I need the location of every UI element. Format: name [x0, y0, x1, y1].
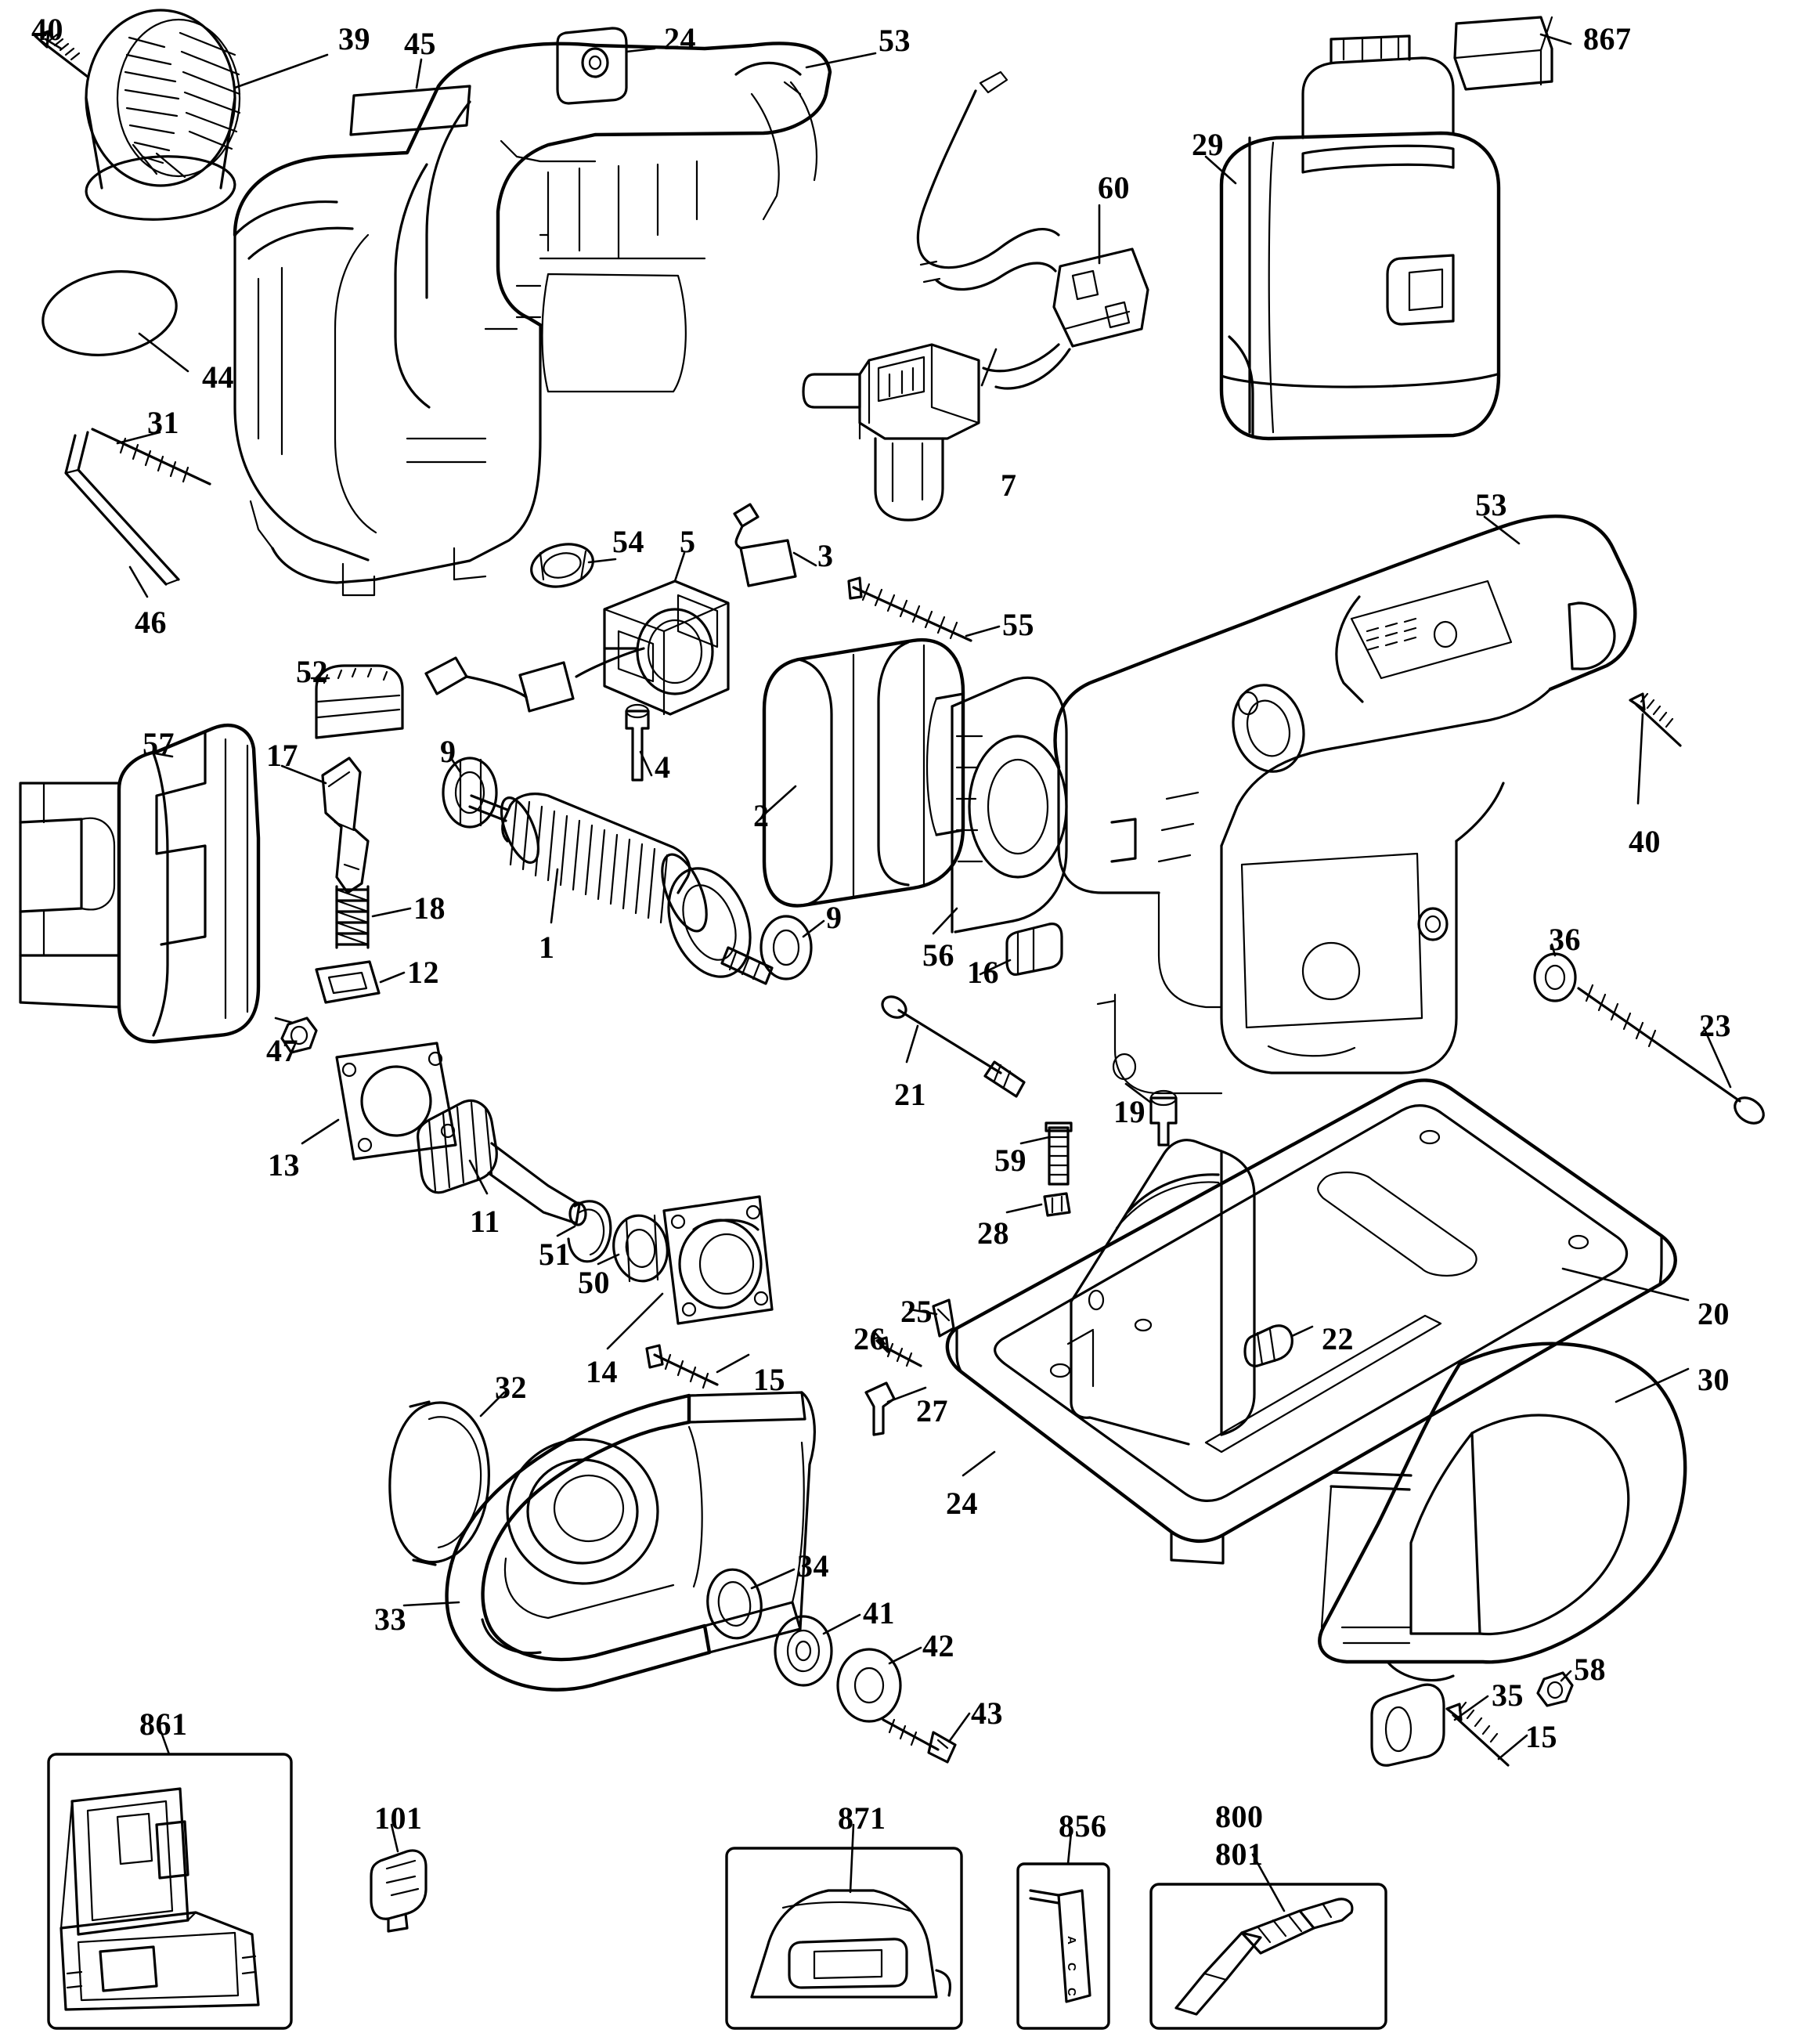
- part-29-battery-pack: [1221, 36, 1499, 439]
- callout-42: 42: [922, 1628, 954, 1663]
- part-1-armature: [470, 793, 772, 988]
- callout-861: 861: [139, 1706, 188, 1742]
- part-867-block: [1455, 17, 1552, 89]
- callout-46: 46: [135, 605, 167, 640]
- callout-58: 58: [1574, 1652, 1606, 1687]
- callout-45: 45: [404, 26, 436, 61]
- callout-27: 27: [916, 1393, 948, 1428]
- callout-53-top: 53: [879, 23, 911, 58]
- callout-9-left: 9: [440, 734, 456, 769]
- callout-23: 23: [1699, 1008, 1731, 1043]
- wiring-harness: [918, 72, 1070, 388]
- part-57-gear-case: [20, 725, 258, 1042]
- part-56-baffle: [952, 677, 1066, 932]
- part-9-bearing-right: [761, 916, 811, 979]
- svg-text:A: A: [1065, 1936, 1078, 1945]
- callout-60: 60: [1098, 170, 1130, 205]
- callout-24-top: 24: [664, 21, 696, 56]
- part-35-spacer: [1372, 1685, 1444, 1765]
- callout-55: 55: [1002, 607, 1034, 642]
- callout-21: 21: [894, 1077, 926, 1112]
- part-15-screw-a: [647, 1345, 717, 1388]
- callout-9-right: 9: [826, 900, 842, 935]
- callout-33: 33: [374, 1602, 406, 1637]
- callout-59: 59: [994, 1143, 1026, 1178]
- part-58-nut: [1538, 1673, 1572, 1706]
- part-27-pin: [866, 1383, 894, 1435]
- callout-44: 44: [202, 359, 234, 395]
- part-60-brush-terminal: [1054, 249, 1148, 346]
- inset-861: [49, 1754, 291, 2028]
- part-25-key: [933, 1300, 954, 1336]
- part-36-washer: [1535, 954, 1575, 1001]
- part-14-bearing-plate: [664, 1197, 772, 1324]
- inset-856: [1018, 1864, 1109, 2028]
- part-17-contact: [323, 758, 368, 893]
- part-33-lower-guard: [447, 1392, 815, 1690]
- callout-57: 57: [143, 726, 175, 761]
- callout-19: 19: [1113, 1094, 1146, 1129]
- callout-41: 41: [863, 1595, 895, 1631]
- callout-7: 7: [1001, 468, 1017, 503]
- callout-2: 2: [753, 798, 770, 833]
- callout-34: 34: [797, 1548, 829, 1584]
- part-53-housing-half: [235, 43, 830, 595]
- callout-29: 29: [1192, 127, 1224, 162]
- part-45-nameplate: [351, 86, 470, 135]
- part-20-base-plate: [947, 1080, 1676, 1563]
- callout-4: 4: [655, 749, 671, 785]
- callout-20: 20: [1698, 1296, 1730, 1331]
- callout-54: 54: [612, 524, 644, 559]
- part-13-gasket: [337, 1043, 456, 1159]
- part-55-long-screw: [849, 578, 971, 641]
- part-23-bolt: [1578, 985, 1768, 1129]
- callout-14: 14: [586, 1354, 618, 1389]
- part-28-clip: [1045, 1194, 1070, 1215]
- part-3-brush: [734, 504, 796, 586]
- callout-39: 39: [338, 21, 370, 56]
- part-22-bolt: [1245, 1326, 1292, 1367]
- part-16-pin: [1007, 924, 1062, 975]
- callout-40-right: 40: [1629, 824, 1661, 859]
- inset-871: [727, 1848, 962, 2028]
- base-pivot-bracket: [1071, 1140, 1254, 1444]
- part-42-washer: [838, 1649, 900, 1721]
- part-31-46-hex-key: [66, 429, 210, 584]
- callout-17: 17: [266, 738, 298, 773]
- callout-35: 35: [1492, 1677, 1524, 1713]
- brush-lead-left: [426, 648, 644, 711]
- callout-871: 871: [838, 1800, 886, 1836]
- callout-52: 52: [296, 654, 328, 689]
- part-18-spring: [337, 887, 368, 948]
- part-24-bumper-top: [557, 28, 626, 103]
- callout-13: 13: [268, 1147, 300, 1183]
- callout-40-top: 40: [31, 12, 63, 47]
- callout-31: 31: [147, 405, 179, 440]
- callout-47: 47: [266, 1033, 298, 1068]
- inset-800-801: [1151, 1884, 1386, 2028]
- svg-text:C: C: [1065, 1988, 1078, 1996]
- callout-800: 800: [1215, 1799, 1264, 1834]
- callout-1: 1: [539, 930, 555, 965]
- part-41-flange: [775, 1616, 832, 1685]
- part-19-bolt: [1151, 1091, 1176, 1145]
- callout-22: 22: [1322, 1321, 1354, 1356]
- callout-51: 51: [539, 1237, 571, 1272]
- part-52-cap: [316, 666, 402, 738]
- callout-16: 16: [967, 955, 999, 990]
- part-43-blade-bolt: [883, 1720, 955, 1762]
- part-2-field: [764, 640, 963, 905]
- callout-24-lower: 24: [946, 1486, 978, 1521]
- part-39-fan-baffle: [85, 10, 240, 223]
- part-53-saw-body: [1055, 516, 1636, 1093]
- part-50-bearing: [608, 1212, 673, 1286]
- callout-43: 43: [971, 1696, 1003, 1731]
- callout-53-body: 53: [1475, 487, 1507, 522]
- callout-26: 26: [853, 1321, 886, 1356]
- part-51-snap-ring: [568, 1201, 611, 1262]
- callout-50: 50: [578, 1265, 610, 1300]
- part-40-screw-right: [1630, 694, 1680, 746]
- callout-101: 101: [374, 1800, 423, 1836]
- callout-28: 28: [977, 1215, 1009, 1251]
- part-7-switch: [803, 345, 979, 520]
- callout-867: 867: [1583, 21, 1632, 56]
- part-54-ring: [527, 538, 597, 593]
- part-30-blade-guard: [1319, 1344, 1685, 1681]
- callout-801: 801: [1215, 1836, 1264, 1872]
- callout-36: 36: [1549, 922, 1581, 957]
- part-11-spindle: [418, 1100, 586, 1225]
- callout-25: 25: [900, 1294, 933, 1329]
- callout-5: 5: [680, 524, 696, 559]
- callout-856: 856: [1059, 1808, 1107, 1844]
- callout-3: 3: [817, 538, 834, 573]
- part-59-screw: [1046, 1123, 1071, 1184]
- part-34-washer: [703, 1566, 766, 1642]
- inset-101: [371, 1851, 426, 1931]
- callout-32: 32: [495, 1370, 527, 1405]
- callout-56: 56: [922, 937, 954, 973]
- part-4-screw: [626, 705, 648, 780]
- part-12-plate: [316, 962, 379, 1002]
- svg-text:C: C: [1065, 1963, 1078, 1971]
- part-32-ring: [390, 1402, 489, 1565]
- callout-15-b: 15: [1525, 1719, 1557, 1754]
- callout-18: 18: [413, 890, 446, 926]
- callout-12: 12: [407, 955, 439, 990]
- callout-11: 11: [470, 1204, 500, 1239]
- callout-15-a: 15: [753, 1362, 785, 1397]
- part-5-brush-holder: [604, 581, 728, 714]
- callout-30: 30: [1698, 1362, 1730, 1397]
